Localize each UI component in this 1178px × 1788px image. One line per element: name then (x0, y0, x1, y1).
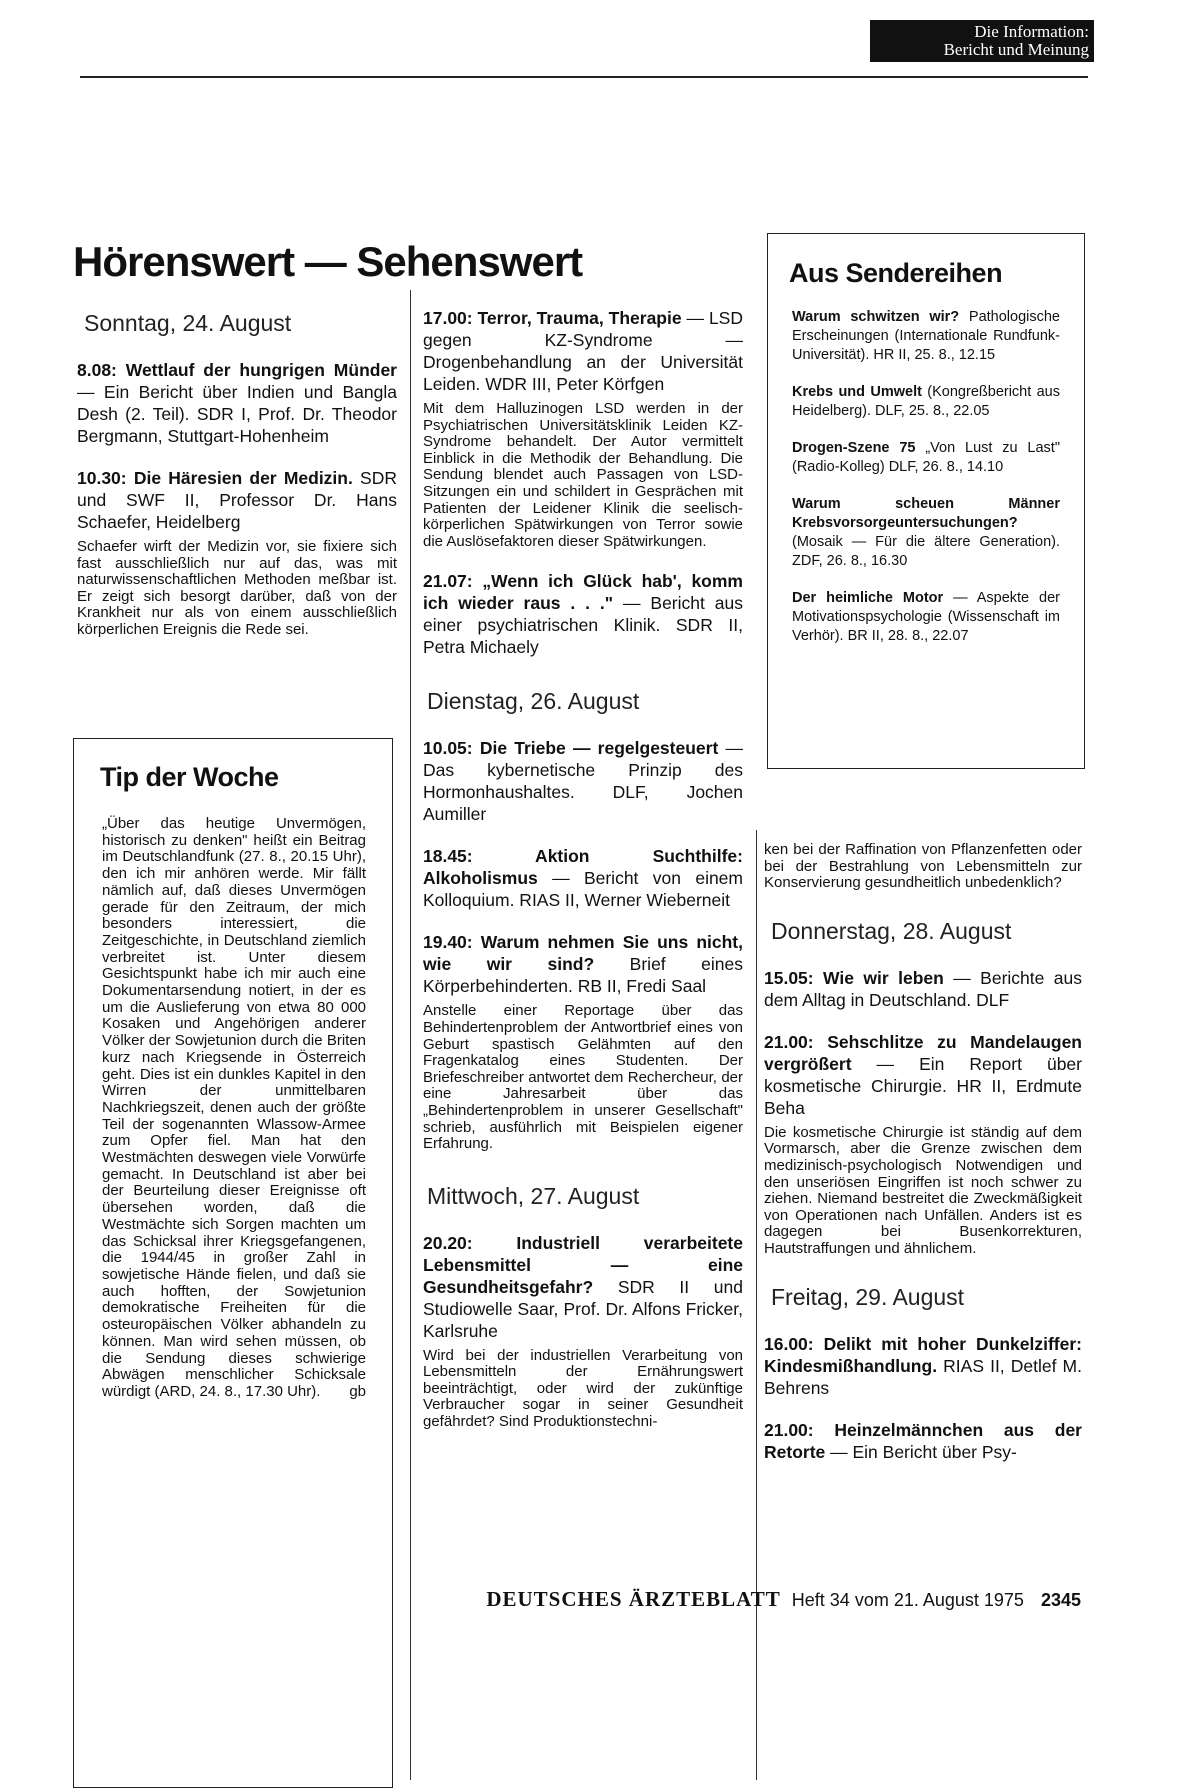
series-entry (792, 308, 1060, 365)
series-entry-details: (Kongreßbericht aus Heidelberg). DLF, 25. 8., 22.05 (792, 384, 1061, 419)
program-title: 18.45: Aktion Suchthilfe: Alkoholismus (423, 846, 743, 889)
series-entry-details: (Mosaik — Für die ältere Generation). ZDF, 26. 8., 16.30 (792, 534, 1060, 569)
program-description-continued: ken bei der Raffination von Pflanzenfetten oder bei der Bestrahlung von Lebensmitteln zur Konservierung gesundheitlich unbedenklich? (764, 841, 1082, 892)
program-description: Wird bei der industriellen Verarbeitung von Lebensmitteln der Ernährungswert beeinträchtigt, oder wird der zukünftige Verbraucher sogar in seiner Gesundheit gefährdet? Sind Produktionstechni- (423, 1346, 743, 1431)
series-entry (792, 439, 1060, 477)
program-entry (423, 570, 743, 658)
program-entry (764, 967, 1082, 1011)
program-description: Schaefer wirft der Medizin vor, sie fixiere sich fast ausschließlich nur auf das, was mit naturwissenschaftlichen Methoden meßbar ist. Er zeigt sich besorgt darüber, daß von der Krankheit nur als von einem ausschließlich körperlichen Ereignis die Rede sei. (77, 538, 397, 638)
program-entry (423, 737, 743, 825)
series-content (792, 308, 1060, 646)
program-entry (423, 845, 743, 911)
series-entry (792, 589, 1060, 646)
program-entry (77, 467, 397, 533)
program-details: — Ein Bericht über Psy- (825, 1441, 1017, 1462)
program-entry (423, 1232, 743, 1342)
column-divider (410, 290, 411, 1780)
column-2 (423, 307, 743, 1431)
program-title: 16.00: Delikt mit hoher Dunkelziffer: Kindesmißhandlung. (764, 1333, 1082, 1376)
program-details: SDR und SWF II, Professor Dr. Hans Schaefer, Heidelberg (77, 468, 397, 532)
program-description: Anstelle einer Reportage über das Behindertenproblem der Antwortbrief eines von Geburt spastisch Gelähmten auf den Fragenkatalog eines Studenten. Der Briefeschreiber antwortet dem Rechercheur, der eine Jahresarbeit über das „Behindertenproblem in unserer Gesellschaft" schrieb, ausführlich mit Beispielen eigener Erfahrung. (423, 1002, 743, 1153)
series-entry-title: Der heimliche Motor (792, 590, 944, 606)
header-rule (80, 76, 1088, 78)
day-heading-thursday: Donnerstag, 28. August (771, 917, 1012, 944)
program-details: Brief eines Körperbehinderten. RB II, Fredi Saal (423, 954, 743, 997)
program-entry (423, 307, 743, 395)
program-details: — Ein Bericht über Indien und Bangla Desh (2. Teil). SDR I, Prof. Dr. Theodor Bergmann, Stuttgart-Hohenheim (77, 382, 397, 446)
program-title: 10.05: Die Triebe — regelgesteuert (423, 738, 719, 759)
tip-signature: gb (349, 1382, 366, 1400)
section-label (870, 20, 1094, 62)
series-entry-title: Drogen-Szene 75 (792, 440, 916, 456)
tip-content (102, 816, 366, 1400)
program-details: — Das kybernetische Prinzip des Hormonhaushaltes. DLF, Jochen Aumiller (423, 738, 743, 825)
program-details: — Bericht von einem Kolloquium. RIAS II, Werner Wieberneit (423, 868, 743, 911)
program-entry (764, 1333, 1082, 1399)
column-divider (756, 830, 757, 1780)
program-entry (423, 931, 743, 997)
column-1 (77, 310, 397, 639)
program-details: — Ein Report über kosmetische Chirurgie. HR II, Erdmute Beha (764, 1053, 1082, 1118)
series-entry (792, 383, 1060, 421)
program-entry (764, 1419, 1082, 1463)
program-title: 8.08: Wettlauf der hungrigen Münder (77, 360, 397, 380)
page-footer (486, 1587, 1081, 1612)
day-heading-tuesday: Dienstag, 26. August (427, 688, 640, 715)
program-title: 17.00: Terror, Trauma, Therapie (423, 308, 682, 328)
series-entry (792, 495, 1060, 571)
program-title: 21.00: Heinzelmännchen aus der Retorte (764, 1419, 1082, 1462)
program-details: — LSD gegen KZ-Syndrome — Drogenbehandlung an der Universität Leiden. WDR III, Peter Körfgen (423, 308, 743, 394)
series-entry-title: Krebs und Umwelt (792, 384, 922, 400)
program-title: 21.07: „Wenn ich Glück hab', komm ich wieder raus . . ." (423, 571, 743, 614)
day-heading-wednesday: Mittwoch, 27. August (427, 1182, 640, 1209)
series-entry-details: — Aspekte der Motivationspsychologie (Wissenschaft im Verhör). BR II, 28. 8., 22.07 (792, 590, 1061, 644)
tip-title: Tip der Woche (100, 762, 279, 792)
program-details: — Berichte aus dem Alltag in Deutschland. DLF (764, 967, 1082, 1010)
program-title: 15.05: Wie wir leben (764, 967, 944, 988)
series-entry-details: „Von Lust zu Last" (Radio-Kolleg) DLF, 26. 8., 14.10 (792, 440, 1060, 475)
program-title: 19.40: Warum nehmen Sie uns nicht, wie wir sind? (423, 932, 743, 975)
tip-text: „Über das heutige Unvermögen, historisch zu denken" heißt ein Beitrag im Deutschlandfunk (27. 8., 20.15 Uhr), den ich mir anhören werde. Mir fällt nämlich auf, daß dieses Unvermögen gerade für den Zeitraum, der mich besonders interessiert, die Zeitgeschichte, in Deutschland ziemlich verbreitet ist. Unter diesem Gesichtspunkt habe ich mir auch eine Dokumentarsendung notiert, in der es um die Auslieferung von etwa 80 000 Kosaken und Angehörigen anderer Völker der Sowjetunion durch die Briten kurz nach Kriegsende in Österreich geht. Dies ist ein dunkles Kapitel in den Wirren der unmittelbaren Nachkriegszeit, denen auch der größte Teil der sogenannten Wlassow-Armee zum Opfer fiel. Man hat den Westmächten deswegen viele Vorwürfe gemacht. In Deutschland ist aber bei der Beurteilung dieser Ereignisse oft übersehen worden, daß die Westmächte sich Sorgen machten um das Schicksal ihrer Kriegsgefangenen, die 1944/45 in großer Zahl in sowjetische Hände fielen, und daß sie auch hofften, der Sowjetunion demokratische Freiheiten für die osteuropäischen Völker abhandeln zu können. Man wird sehen müssen, ob die Sendung dieses schwierige Abwägen menschlicher Schicksale würdigt (ARD, 24. 8., 17.30 Uhr). (102, 815, 366, 1400)
program-entry (764, 1031, 1082, 1119)
page-number: 2345 (1040, 1590, 1081, 1610)
issue-info: Heft 34 vom 21. August 1975 (791, 1590, 1024, 1610)
journal-name: DEUTSCHES ÄRZTEBLATT (486, 1587, 781, 1611)
program-title: 20.20: Industriell verarbeitete Lebensmittel — eine Gesundheitsgefahr? (423, 1232, 743, 1297)
program-title: 10.30: Die Häresien der Medizin. (77, 468, 353, 488)
series-entry-title: Warum scheuen Männer Krebsvorsorgeuntersuchungen? (792, 496, 1060, 531)
series-entry-details: Pathologische Erscheinungen (Internationale Rundfunk-Universität). HR II, 25. 8., 12.15 (792, 309, 1060, 363)
day-heading-sunday: Sonntag, 24. August (84, 310, 292, 336)
program-details: RIAS II, Detlef M. Behrens (764, 1355, 1082, 1398)
page-title: Hörenswert — Sehenswert (73, 238, 583, 285)
series-entry-title: Warum schwitzen wir? (792, 309, 960, 325)
program-description: Mit dem Halluzinogen LSD werden in der Psychiatrischen Universitätsklinik Leiden KZ-Syndrome behandelt. Der Autor vermittelt Einblick in die Methodik der Behandlung. Die Sendung blendet auch Passagen von LSD-Sitzungen ein und schildert in Gesprächen mit Patienten der Leidener Klinik die seelisch-körperlichen Spätwirkungen von Terror sowie die Auslösefaktoren dieser Spätwirkungen. (423, 400, 743, 550)
series-title: Aus Sendereihen (789, 258, 1003, 288)
program-details: SDR II und Studiowelle Saar, Prof. Dr. Alfons Fricker, Karlsruhe (423, 1276, 743, 1341)
program-details: — Bericht aus einer psychiatrischen Klinik. SDR II, Petra Michaely (423, 593, 743, 658)
section-label-line1: Die Information: (974, 22, 1089, 41)
column-3 (764, 842, 1082, 1463)
program-title: 21.00: Sehschlitze zu Mandelaugen vergrößert (764, 1031, 1082, 1074)
program-description: Die kosmetische Chirurgie ist ständig auf dem Vormarsch, aber die Grenze zwischen dem medizinisch-psychologisch Notwendigen und den unseriösen Eingriffen ist noch schwer zu ziehen. Niemand bestreitet die Zweckmäßigkeit von Operationen nach Unfällen. Anders ist es dagegen bei Busenkorrekturen, Hautstraffungen und ähnlichem. (764, 1123, 1082, 1257)
program-entry (77, 359, 397, 447)
section-label-line2: Bericht und Meinung (943, 40, 1089, 59)
day-heading-friday: Freitag, 29. August (771, 1283, 965, 1310)
